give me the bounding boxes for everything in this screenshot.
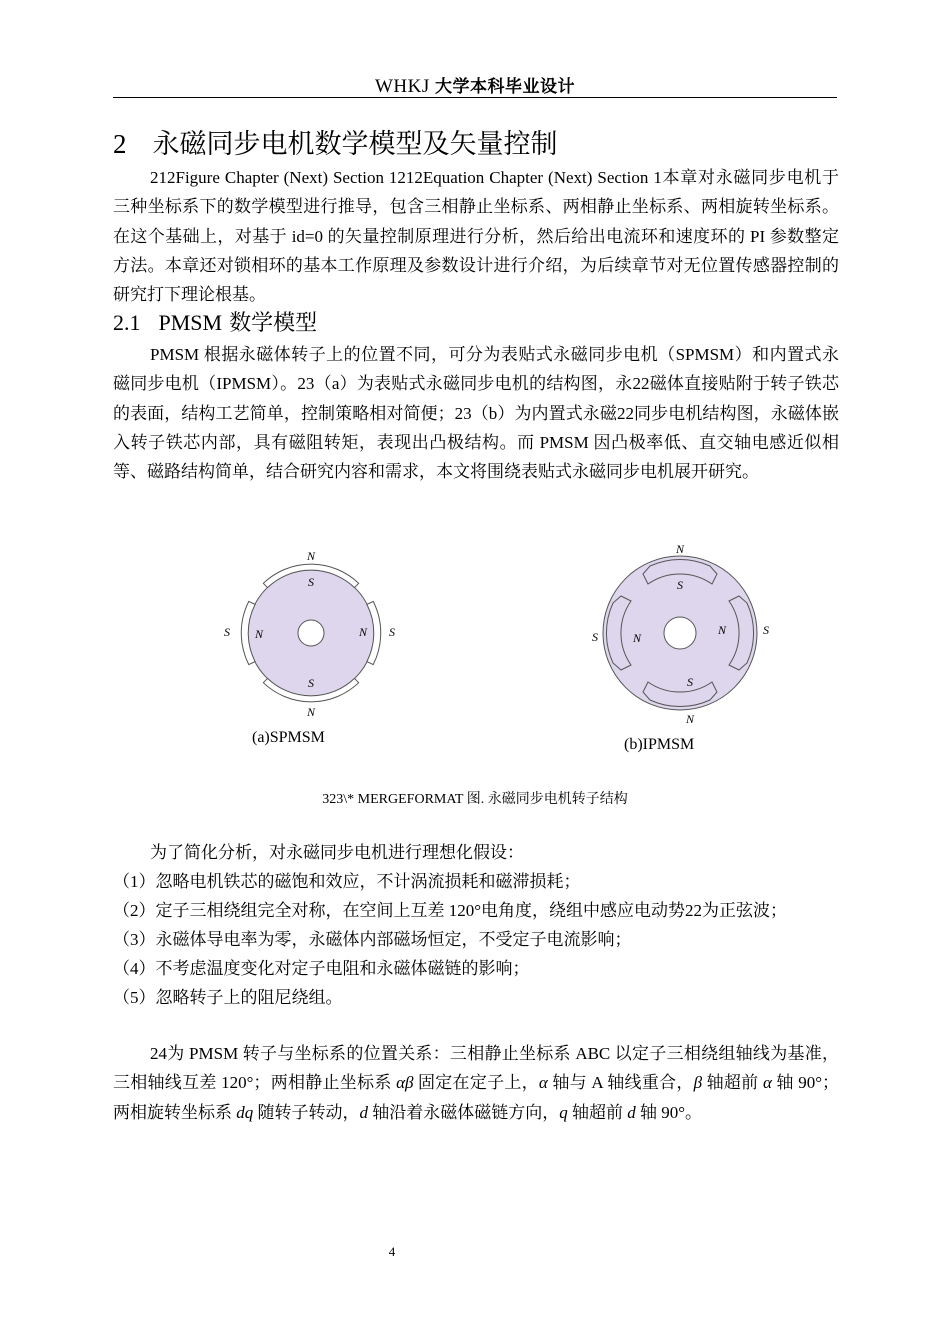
alpha-symbol: α bbox=[538, 1073, 548, 1093]
figure-caption: 323\* MERGEFORMAT 图. 永磁同步电机转子结构 bbox=[322, 792, 628, 807]
assumption-item: （5）忽略转子上的阻尼绕组。 bbox=[113, 988, 343, 1007]
d-symbol: d bbox=[359, 1102, 368, 1122]
spmsm-diagram bbox=[212, 540, 412, 725]
ipmsm-label-outer-right: S bbox=[763, 623, 769, 637]
ipmsm-shaft bbox=[664, 617, 696, 649]
spmsm-label-inner-top: S bbox=[308, 575, 314, 589]
intro-paragraph: 212Figure Chapter (Next) Section 1212Equation Chapter (Next) Section 1本章对永磁同步电机于三种坐标系下的数学模型进行推导，包含三相静止坐标系、两相静止坐标系、两相旋转坐标系。在这个基础上，对基于 id=0 的矢量控制原理进行分析，然后给出电流环和速度环的 PI 参数整定方法。本章还对锁相环的基本工作原理及参数设计进行介绍，为后续章节对无位置传感器控制的研究打下理论根基。 bbox=[113, 168, 839, 305]
ipmsm-label-inner-left: N bbox=[632, 631, 642, 645]
q-symbol: q bbox=[559, 1102, 568, 1122]
ipmsm-caption: (b)IPMSM bbox=[624, 736, 695, 753]
header-en: WHKJ bbox=[374, 76, 430, 97]
ipmsm-label-outer-left: S bbox=[592, 630, 598, 644]
spmsm-shaft bbox=[298, 620, 324, 646]
chapter-heading bbox=[113, 122, 558, 161]
text-run: 轴沿着永磁体磁链方向， bbox=[368, 1102, 560, 1122]
section-heading bbox=[113, 306, 317, 337]
text-run: 固定在定子上， bbox=[413, 1073, 539, 1093]
section-title-cn: 数学模型 bbox=[229, 311, 318, 336]
ipmsm-diagram bbox=[580, 538, 780, 730]
assumption-item: （1）忽略电机铁芯的磁饱和效应，不计涡流损耗和磁滞损耗； bbox=[113, 872, 581, 891]
spmsm-label-outer-top: N bbox=[306, 549, 316, 563]
spmsm-caption: (a)SPMSM bbox=[252, 729, 325, 746]
coordinate-paragraph bbox=[113, 1039, 839, 1127]
spmsm-label-inner-left: N bbox=[254, 627, 264, 641]
alpha-beta-symbol: αβ bbox=[396, 1073, 414, 1093]
header-cn: 大学本科毕业设计 bbox=[435, 77, 576, 97]
chapter-title: 永磁同步电机数学模型及矢量控制 bbox=[152, 129, 558, 160]
text-run: 轴 90°；两相旋转坐标系 bbox=[113, 1073, 839, 1122]
header-rule bbox=[113, 97, 837, 98]
beta-symbol: β bbox=[693, 1073, 703, 1093]
section-title-en: PMSM bbox=[158, 310, 223, 335]
pmsm-paragraph: PMSM 根据永磁体转子上的位置不同，可分为表贴式永磁同步电机（SPMSM）和内置式永磁同步电机（IPMSM）。23（a）为表贴式永磁同步电机的结构图，永22磁体直接贴附于转子铁芯的表面，结构工艺简单，控制策略相对简便；23（b）为内置式永磁22同步电机结构图，永磁体嵌入转子铁芯内部，具有磁阻转矩，表现出凸极结构。而 PMSM 因凸极率低、直交轴电感近似相等、磁路结构简单，结合研究内容和需求，本文将围绕表贴式永磁同步电机展开研究。 bbox=[113, 345, 839, 482]
alpha-symbol: α bbox=[762, 1073, 772, 1093]
dq-symbol: dq bbox=[236, 1102, 254, 1122]
text-run: 轴与 A 轴线重合， bbox=[547, 1073, 694, 1093]
ipmsm-label-outer-top: N bbox=[675, 542, 685, 556]
assumption-item: （3）永磁体导电率为零，永磁体内部磁场恒定，不受定子电流影响； bbox=[113, 930, 632, 949]
spmsm-label-outer-right: S bbox=[389, 625, 395, 639]
chapter-number: 2 bbox=[113, 129, 127, 159]
running-header bbox=[113, 72, 837, 98]
assumption-item: （2）定子三相绕组完全对称，在空间上互差 120°电角度，绕组中感应电动势22为正弦波； bbox=[113, 901, 788, 920]
spmsm-label-inner-right: N bbox=[358, 625, 368, 639]
text-run: 轴超前 bbox=[702, 1073, 763, 1093]
page-number: 4 bbox=[388, 1244, 396, 1259]
spmsm-label-outer-left: S bbox=[224, 625, 230, 639]
text-run: 随转子转动， bbox=[253, 1102, 360, 1122]
d-symbol: d bbox=[627, 1102, 636, 1122]
ipmsm-label-inner-bottom: S bbox=[687, 675, 693, 689]
ipmsm-label-inner-right: N bbox=[717, 623, 727, 637]
text-run: 24为 PMSM 转子与坐标系的位置关系：三相静止坐标系 ABC 以定子三相绕组轴线为基准，三相轴线互差 120°；两相静止坐标系 bbox=[113, 1044, 839, 1093]
ipmsm-label-outer-bottom: N bbox=[685, 712, 695, 726]
assumptions-intro: 为了简化分析，对永磁同步电机进行理想化假设： bbox=[150, 843, 524, 862]
assumption-item: （4）不考虑温度变化对定子电阻和永磁体磁链的影响； bbox=[113, 959, 530, 978]
spmsm-label-outer-bottom: N bbox=[306, 705, 316, 719]
section-number: 2.1 bbox=[113, 310, 141, 335]
text-run: 轴超前 bbox=[567, 1102, 628, 1122]
assumptions-list bbox=[113, 867, 839, 1012]
text-run: 轴 90°。 bbox=[635, 1102, 703, 1122]
spmsm-label-inner-bottom: S bbox=[308, 676, 314, 690]
ipmsm-label-inner-top: S bbox=[677, 578, 683, 592]
